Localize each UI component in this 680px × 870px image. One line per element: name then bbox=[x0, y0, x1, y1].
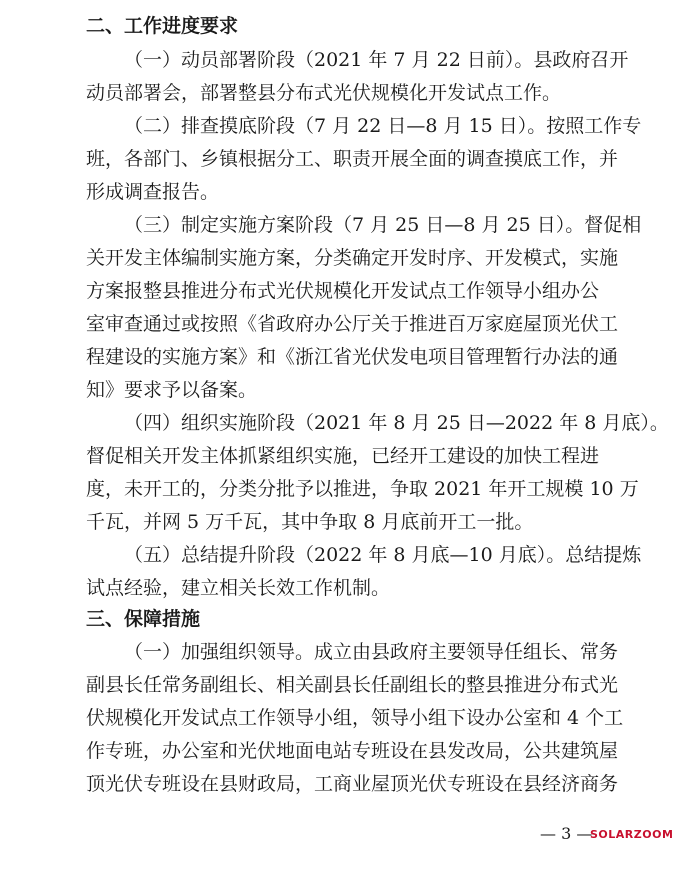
para-line: 度，未开工的，分类分批予以推进，争取 2021 年开工规模 10 万 bbox=[86, 478, 639, 500]
para-line: 关开发主体编制实施方案，分类确定开发时序、开发模式，实施 bbox=[86, 247, 619, 269]
para-line: 知》要求予以备案。 bbox=[86, 379, 258, 401]
para-line: 动员部署会，部署整县分布式光伏规模化开发试点工作。 bbox=[86, 82, 562, 104]
para-line: （一）加强组织领导。成立由县政府主要领导任组长、常务 bbox=[124, 641, 619, 663]
para-line: 室审查通过或按照《省政府办公厅关于推进百万家庭屋顶光伏工 bbox=[86, 313, 619, 335]
para-line: 方案报整县推进分布式光伏规模化开发试点工作领导小组办公 bbox=[86, 280, 600, 302]
para-line: （三）制定实施方案阶段（7 月 25 日—8 月 25 日）。督促相 bbox=[124, 214, 642, 236]
para-line: （四）组织实施阶段（2021 年 8 月 25 日—2022 年 8 月底）。 bbox=[124, 412, 669, 434]
para-line: 顶光伏专班设在县财政局，工商业屋顶光伏专班设在县经济商务 bbox=[86, 773, 619, 795]
para-line: 程建设的实施方案》和《浙江省光伏发电项目管理暂行办法的通 bbox=[86, 346, 619, 368]
para-line: 督促相关开发主体抓紧组织实施，已经开工建设的加快工程进 bbox=[86, 445, 600, 467]
para-line: （五）总结提升阶段（2022 年 8 月底—10 月底）。总结提炼 bbox=[124, 544, 642, 566]
para-line: （一）动员部署阶段（2021 年 7 月 22 日前）。县政府召开 bbox=[124, 49, 629, 71]
para-line: （二）排查摸底阶段（7 月 22 日—8 月 15 日）。按照工作专 bbox=[124, 115, 642, 137]
para-line: 伏规模化开发试点工作领导小组，领导小组下设办公室和 4 个工 bbox=[86, 707, 624, 729]
para-line: 作专班，办公室和光伏地面电站专班设在县发改局，公共建筑屋 bbox=[86, 740, 619, 762]
section-heading-2: 二、工作进度要求 bbox=[86, 15, 239, 37]
solarzoom-watermark: SOLARZOOM bbox=[590, 828, 674, 841]
para-line: 形成调查报告。 bbox=[86, 181, 220, 203]
para-line: 副县长任常务副组长、相关副县长任副组长的整县推进分布式光 bbox=[86, 674, 619, 696]
page-number: — 3 — bbox=[540, 824, 593, 843]
para-line: 试点经验，建立相关长效工作机制。 bbox=[86, 577, 391, 599]
para-line: 班，各部门、乡镇根据分工、职责开展全面的调查摸底工作，并 bbox=[86, 148, 619, 170]
section-heading-3: 三、保障措施 bbox=[86, 608, 201, 630]
para-line: 千瓦，并网 5 万千瓦，其中争取 8 月底前开工一批。 bbox=[86, 511, 534, 533]
